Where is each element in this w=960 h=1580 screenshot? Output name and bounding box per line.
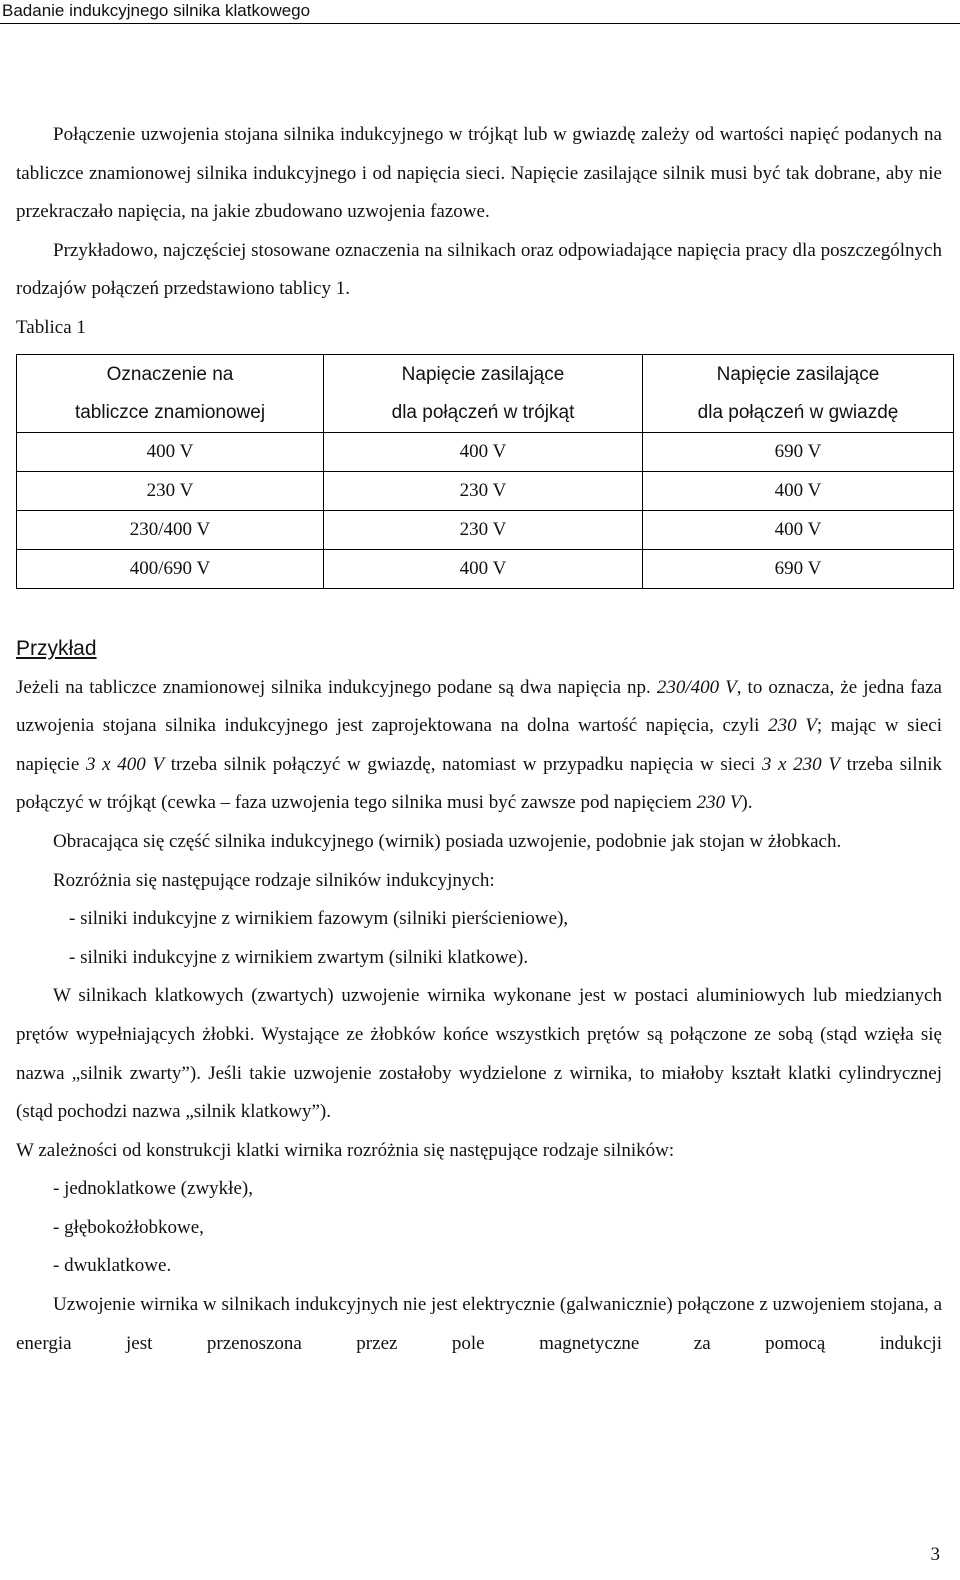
table-row [17,510,954,549]
table-cell: 230 V [324,471,643,510]
table-cell: 400 V [643,510,954,549]
list-item: - dwuklatkowe. [53,1255,172,1277]
last-paragraph: Uzwojenie wirnika w silnikach indukcyjnych nie jest elektrycznie (galwanicznie) połączone z uzwojeniem stojana, a energia jest przenoszona przez pole magnetyczne za pomocą indukcji [16,1294,942,1354]
list-item: - silniki indukcyjne z wirnikiem zwartym (silniki klatkowe). [69,946,529,968]
list-item: - jednoklatkowe (zwykłe), [53,1178,253,1200]
table-cell: 230/400 V [17,510,324,549]
table-header-cell: Napięcie zasilające dla połączeń w trójkąt [324,354,643,432]
page-content [16,116,942,1363]
rotor-paragraph: Obracająca się część silnika indukcyjnego (wirnik) posiada uzwojenie, podobnie jak stojan w żłobkach. [53,830,842,852]
table-row [17,432,954,471]
table-cell: 690 V [643,432,954,471]
table-caption: Tablica 1 [16,316,86,338]
list-item: - silniki indukcyjne z wirnikiem fazowym (silniki pierścieniowe), [69,908,569,930]
table-cell: 400 V [324,549,643,588]
page-number: 3 [930,1544,940,1565]
table-cell: 400 V [17,432,324,471]
list-item: - głębokożłobkowe, [53,1216,204,1238]
voltage-table [16,354,954,589]
page-header: Badanie indukcyjnego silnika klatkowego [0,0,960,24]
table-cell: 690 V [643,549,954,588]
table-row [17,549,954,588]
table-cell: 230 V [324,510,643,549]
table-header-row [17,354,954,432]
section-title-example: Przykład [16,636,97,660]
example-paragraph: Jeżeli na tabliczce znamionowej silnika indukcyjnego podane są dwa napięcia np. 230/400 V, to oznacza, że jedna faza uzwojenia stojana silnika indukcyjnego jest zaprojektowana na dolna wartość napięcia, czyli 230 V; mając w sieci napięcie 3 x 400 V trzeba silnik połączyć w gwiazdę, natomiast w przypadku napięcia w sieci 3 x 230 V trzeba silnik połączyć w trójkąt (cewka – faza uzwojenia tego silnika musi być zawsze pod napięciem 230 V). [16,676,942,814]
cage-paragraph: W silnikach klatkowych (zwartych) uzwojenie wirnika wykonane jest w postaci aluminiowych lub miedzianych prętów wypełniających żłobki. Wystające ze żłobków końce wszystkich prętów są połączone ze sobą (stąd wzięła się nazwa „silnik zwarty”). Jeśli takie uzwojenie zostałoby wydzielone z wirnika, to miałoby kształt klatki cylindrycznej (stąd pochodzi nazwa „silnik klatkowy”). [16,985,942,1123]
table-row [17,471,954,510]
table-cell: 400 V [324,432,643,471]
intro-paragraph-2: Przykładowo, najczęściej stosowane oznaczenia na silnikach oraz odpowiadające napięcia pracy dla poszczególnych rodzajów połączeń przedstawiono tablicy 1. [16,239,942,300]
table-header-cell: Oznaczenie na tabliczce znamionowej [17,354,324,432]
table-cell: 230 V [17,471,324,510]
table-cell: 400/690 V [17,549,324,588]
motor-types-intro: Rozróżnia się następujące rodzaje silników indukcyjnych: [53,869,495,891]
construction-paragraph: W zależności od konstrukcji klatki wirnika rozróżnia się następujące rodzaje silników: [16,1139,675,1161]
intro-paragraph-1: Połączenie uzwojenia stojana silnika indukcyjnego w trójkąt lub w gwiazdę zależy od wartości napięć podanych na tabliczce znamionowej silnika indukcyjnego i od napięcia sieci. Napięcie zasilające silnik musi być tak dobrane, aby nie przekraczało napięcia, na jakie zbudowano uzwojenia fazowe. [16,124,942,223]
table-cell: 400 V [643,471,954,510]
table-header-cell: Napięcie zasilające dla połączeń w gwiazdę [643,354,954,432]
